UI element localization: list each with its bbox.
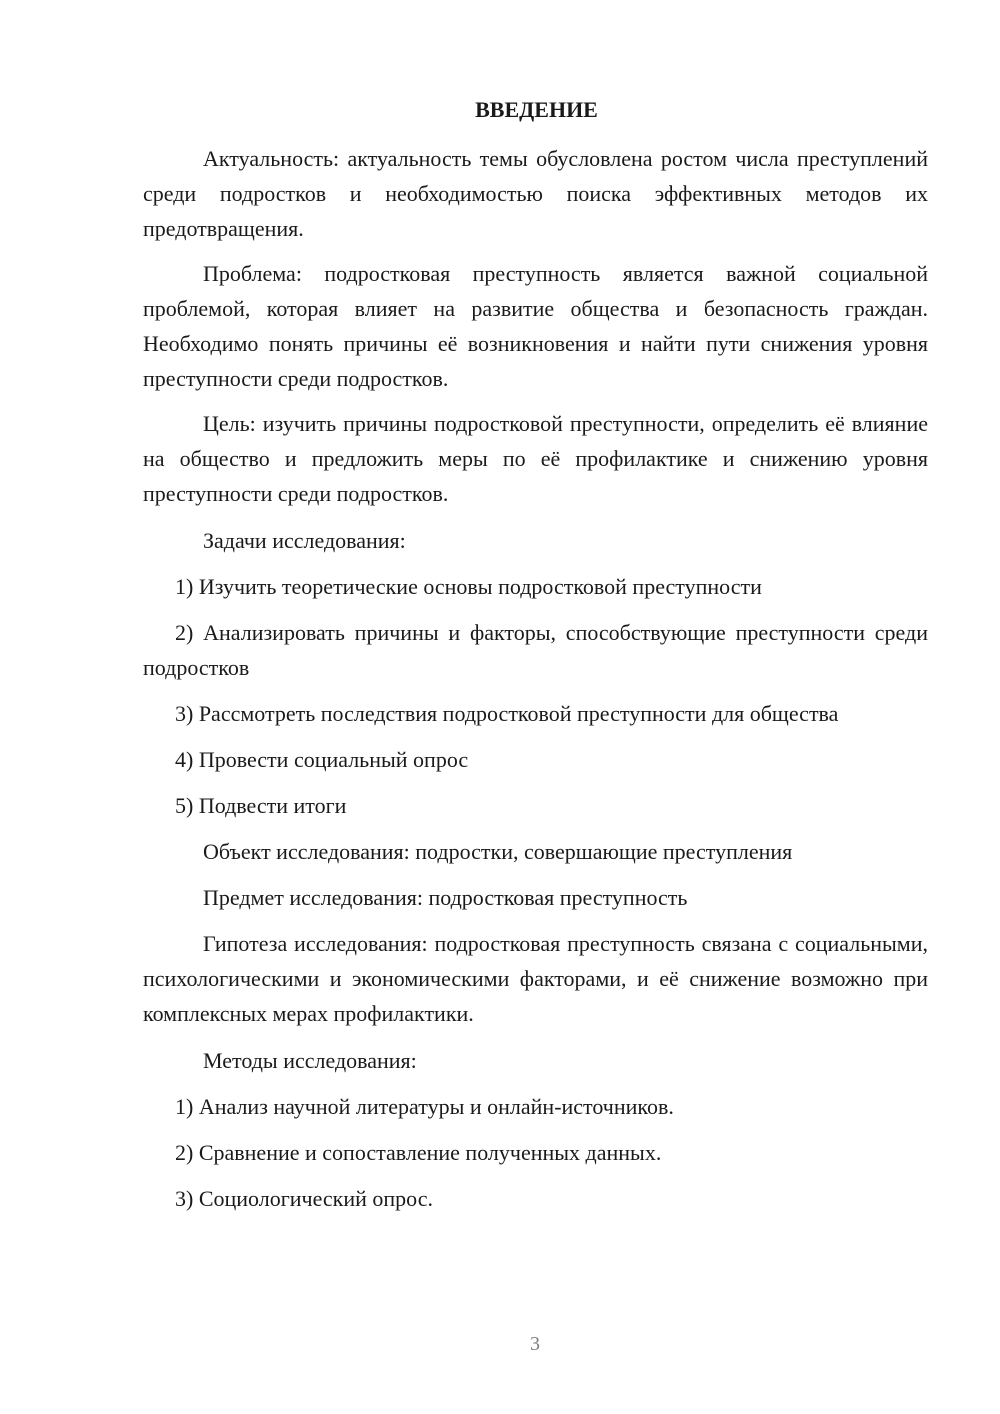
task-item-4: 4) Провести социальный опрос bbox=[175, 747, 469, 772]
hypothesis-paragraph: Гипотеза исследования: подростковая преступность связана с социальными, психологическими и экономическими факторами, и её снижение возможно при комплексных мерах профилактики. bbox=[143, 931, 928, 1026]
section-title: ВВЕДЕНИЕ bbox=[475, 97, 598, 122]
problem-paragraph: Проблема: подростковая преступность является важной социальной проблемой, которая влияет на развитие общества и безопасность граждан. Необходимо понять причины её возникновения и найти пути снижения уровня преступности среди подростков. bbox=[143, 261, 928, 391]
subject-line: Предмет исследования: подростковая преступность bbox=[203, 885, 688, 910]
document-page bbox=[143, 95, 928, 1227]
method-item-1: 1) Анализ научной литературы и онлайн-источников. bbox=[175, 1094, 674, 1119]
method-item-2: 2) Сравнение и сопоставление полученных данных. bbox=[175, 1140, 662, 1165]
goal-paragraph: Цель: изучить причины подростковой преступности, определить её влияние на общество и предложить меры по её профилактике и снижению уровня преступности среди подростков. bbox=[143, 411, 928, 506]
task-item-1: 1) Изучить теоретические основы подростковой преступности bbox=[175, 574, 762, 599]
tasks-heading: Задачи исследования: bbox=[203, 528, 406, 553]
task-item-2: 2) Анализировать причины и факторы, способствующие преступности среди подростков bbox=[143, 620, 928, 680]
task-item-5: 5) Подвести итоги bbox=[175, 793, 347, 818]
method-item-3: 3) Социологический опрос. bbox=[175, 1186, 433, 1211]
relevance-paragraph: Актуальность: актуальность темы обусловлена ростом числа преступлений среди подростков и необходимостью поиска эффективных методов их предотвращения. bbox=[143, 146, 928, 241]
methods-heading: Методы исследования: bbox=[203, 1048, 417, 1073]
object-line: Объект исследования: подростки, совершающие преступления bbox=[203, 839, 793, 864]
page-number: 3 bbox=[530, 1333, 540, 1355]
task-item-3: 3) Рассмотреть последствия подростковой преступности для общества bbox=[175, 701, 839, 726]
